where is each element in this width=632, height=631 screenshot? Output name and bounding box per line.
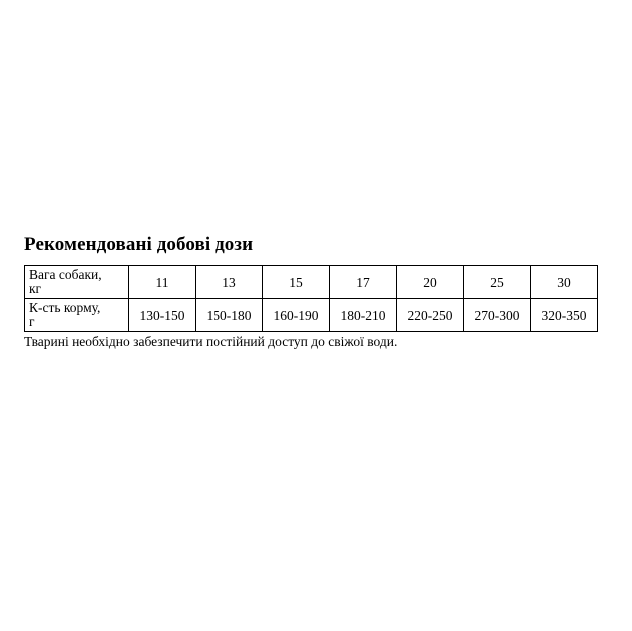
row-header-weight-line2: кг (29, 281, 42, 296)
page-title: Рекомендовані добові дози (24, 234, 254, 255)
row-header-weight-line1: Вага собаки, (29, 267, 102, 282)
row-header-food-line2: г (29, 314, 35, 329)
table-row (25, 299, 598, 332)
weight-cell: 13 (196, 266, 263, 299)
table-row (25, 266, 598, 299)
food-cell: 220-250 (397, 299, 464, 332)
weight-cell: 25 (464, 266, 531, 299)
recommended-daily-doses-table (24, 265, 598, 332)
food-cell: 270-300 (464, 299, 531, 332)
food-cell: 180-210 (330, 299, 397, 332)
row-header-food-line1: К-сть корму, (29, 300, 101, 315)
weight-cell: 17 (330, 266, 397, 299)
weight-cell: 20 (397, 266, 464, 299)
food-cell: 320-350 (531, 299, 598, 332)
weight-cell: 15 (263, 266, 330, 299)
weight-cell: 30 (531, 266, 598, 299)
food-cell: 150-180 (196, 299, 263, 332)
row-header-weight (25, 266, 129, 299)
water-access-note: Тварині необхідно забезпечити постійний доступ до свіжої води. (24, 334, 398, 349)
row-header-food (25, 299, 129, 332)
food-cell: 160-190 (263, 299, 330, 332)
dose-section (24, 234, 610, 364)
weight-cell: 11 (129, 266, 196, 299)
food-cell: 130-150 (129, 299, 196, 332)
